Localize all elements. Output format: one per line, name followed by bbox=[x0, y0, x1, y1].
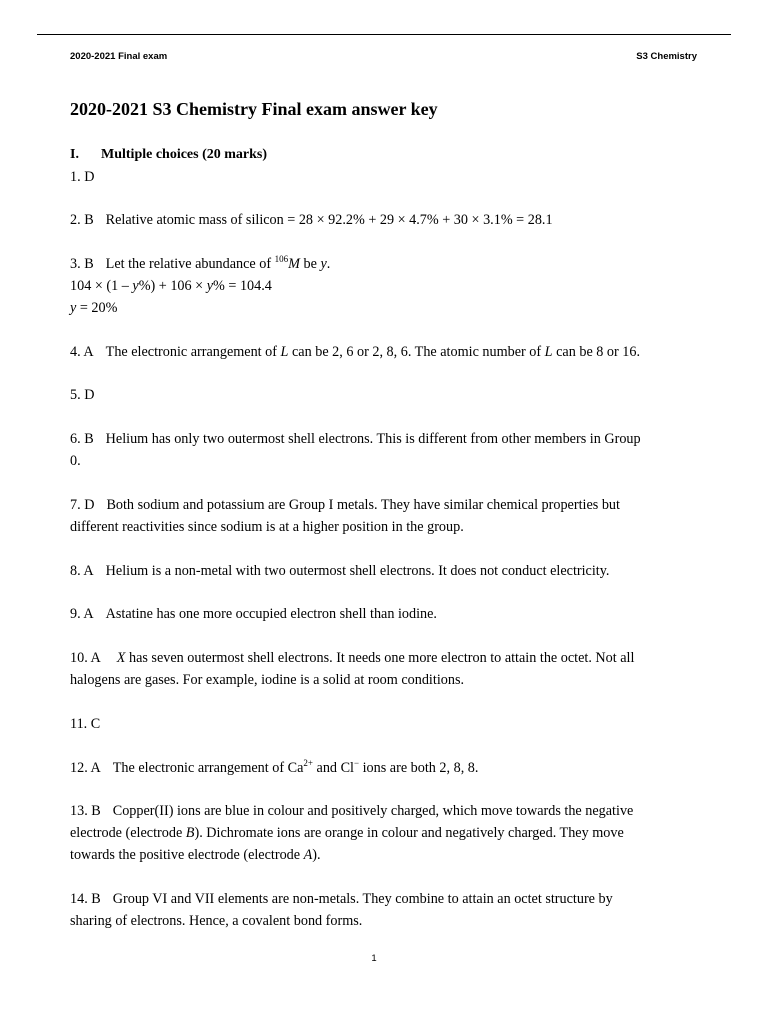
isotope-mass-number: 106 bbox=[274, 254, 289, 264]
header-rule bbox=[37, 34, 731, 35]
answer-9 bbox=[70, 607, 437, 621]
question-number: 1. D bbox=[70, 169, 95, 185]
electrode-label: A bbox=[303, 847, 313, 863]
answer-text: has seven outermost shell electrons. It needs one more electron to attain the octet. Not all bbox=[125, 650, 635, 666]
variable: y bbox=[132, 278, 139, 294]
header-left: 2020-2021 Final exam bbox=[70, 51, 168, 62]
answer-14-continued: sharing of electrons. Hence, a covalent bond forms. bbox=[70, 913, 363, 929]
question-number: 14. B bbox=[70, 891, 101, 907]
section-number: I. bbox=[70, 147, 79, 162]
answer-7-continued: different reactivities since sodium is at a higher position in the group. bbox=[70, 519, 464, 535]
answer-8 bbox=[70, 564, 609, 578]
section-heading bbox=[70, 147, 267, 163]
document-title: 2020-2021 S3 Chemistry Final exam answer key bbox=[70, 99, 438, 119]
answer-13-continued bbox=[70, 826, 624, 840]
answer-text: ). bbox=[312, 847, 321, 863]
answer-text: ions are both 2, 8, 8. bbox=[359, 760, 479, 776]
answer-1 bbox=[70, 170, 94, 184]
variable: y bbox=[206, 278, 214, 294]
element-symbol: X bbox=[116, 650, 126, 666]
answer-text: Helium is a non-metal with two outermost shell electrons. It does not conduct electricity. bbox=[105, 563, 610, 579]
answer-text: Relative atomic mass of silicon = 28 × 92.2% + 29 × 4.7% + 30 × 3.1% = 28.1 bbox=[105, 212, 553, 228]
answer-text: be bbox=[299, 256, 321, 272]
answer-text: Both sodium and potassium are Group I metals. They have similar chemical properties but bbox=[106, 497, 620, 513]
answer-text: Let the relative abundance of bbox=[105, 256, 275, 272]
question-number: 13. B bbox=[70, 803, 101, 819]
answer-10-continued: halogens are gases. For example, iodine is a solid at room conditions. bbox=[70, 672, 465, 688]
variable: y bbox=[320, 256, 327, 272]
answer-text: The electronic arrangement of bbox=[105, 344, 281, 360]
question-number: 12. A bbox=[70, 760, 101, 776]
answer-text: . bbox=[326, 256, 331, 272]
element-symbol: M bbox=[288, 256, 300, 272]
electrode-label: B bbox=[185, 825, 195, 841]
answer-text: can be 2, 6 or 2, 8, 6. The atomic number of bbox=[288, 344, 545, 360]
question-number: 6. B bbox=[70, 431, 94, 447]
answer-4 bbox=[70, 345, 640, 359]
element-symbol: L bbox=[544, 344, 553, 360]
ion-charge: − bbox=[353, 758, 360, 768]
question-number: 3. B bbox=[70, 256, 94, 272]
equation-text: = 20% bbox=[76, 300, 118, 316]
answer-text: electrode (electrode bbox=[70, 825, 186, 841]
equation-text: % = 104.4 bbox=[213, 278, 272, 294]
page-number: 1 bbox=[371, 953, 377, 964]
section-label: Multiple choices (20 marks) bbox=[101, 147, 268, 162]
answer-11 bbox=[70, 717, 100, 731]
question-number: 8. A bbox=[70, 563, 94, 579]
answer-text: towards the positive electrode (electrode bbox=[70, 847, 304, 863]
header-right: S3 Chemistry bbox=[636, 51, 697, 62]
answer-text: Copper(II) ions are blue in colour and positively charged, which move towards the negative bbox=[112, 803, 634, 819]
question-number: 10. A bbox=[70, 650, 101, 666]
question-number: 11. C bbox=[70, 716, 101, 732]
element-symbol: L bbox=[280, 344, 289, 360]
answer-12 bbox=[70, 758, 479, 776]
question-number: 7. D bbox=[70, 497, 95, 513]
equation-text: %) + 106 × bbox=[138, 278, 207, 294]
answer-5 bbox=[70, 388, 94, 402]
question-number: 5. D bbox=[70, 387, 95, 403]
answer-7 bbox=[70, 498, 620, 512]
question-number: 2. B bbox=[70, 212, 94, 228]
answer-text: and Cl bbox=[312, 760, 354, 776]
answer-6 bbox=[70, 432, 641, 446]
answer-text: Helium has only two outermost shell electrons. This is different from other members in Group bbox=[105, 431, 641, 447]
answer-2 bbox=[70, 213, 553, 227]
answer-13 bbox=[70, 804, 633, 818]
answer-6-continued: 0. bbox=[70, 453, 81, 469]
ion-charge: 2+ bbox=[303, 758, 313, 768]
answer-13-continued-2 bbox=[70, 848, 321, 862]
question-number: 9. A bbox=[70, 606, 94, 622]
answer-3 bbox=[70, 254, 331, 272]
equation-text: 104 × (1 – bbox=[70, 278, 133, 294]
answer-3-result bbox=[70, 301, 117, 315]
answer-3-equation bbox=[70, 279, 272, 293]
answer-14 bbox=[70, 892, 613, 906]
answer-text: Astatine has one more occupied electron shell than iodine. bbox=[105, 606, 437, 622]
question-number: 4. A bbox=[70, 344, 94, 360]
variable: y bbox=[70, 300, 77, 316]
answer-text: can be 8 or 16. bbox=[552, 344, 641, 360]
answer-text: The electronic arrangement of Ca bbox=[112, 760, 304, 776]
answer-text: Group VI and VII elements are non-metals. They combine to attain an octet structure by bbox=[112, 891, 613, 907]
answer-text: ). Dichromate ions are orange in colour and negatively charged. They move bbox=[194, 825, 624, 841]
answer-10 bbox=[70, 651, 634, 665]
